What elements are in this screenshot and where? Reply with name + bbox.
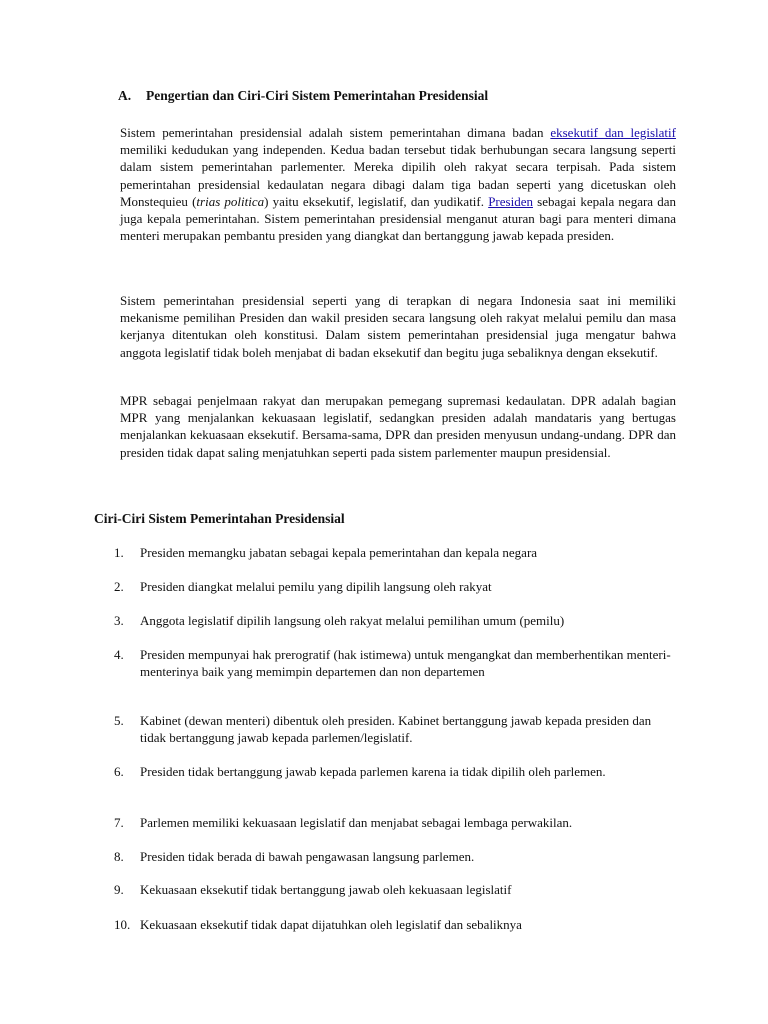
list-text: Presiden tidak berada di bawah pengawasan langsung parlemen. [140, 849, 475, 864]
list-number: 5. [114, 713, 124, 728]
list-number: 10. [114, 917, 131, 932]
link-eksekutif-legislatif[interactable]: eksekutif dan legislatif [550, 125, 676, 140]
list-item [114, 916, 674, 933]
list-number: 1. [114, 545, 124, 560]
list-text: Presiden mempunyai hak prerogratif (hak istimewa) untuk mengangkat dan memberhentikan menteri-menterinya baik yang memimpin departemen dan non departemen [140, 647, 671, 679]
list-item [114, 646, 674, 680]
list-item [114, 763, 674, 780]
list-text: Presiden memangku jabatan sebagai kepala pemerintahan dan kepala negara [140, 545, 538, 560]
list-text: Kabinet (dewan menteri) dibentuk oleh presiden. Kabinet bertanggung jawab kepada presiden dan tidak bertanggung jawab kepada parlemen/legislatif. [140, 713, 652, 745]
list-item [114, 612, 674, 629]
paragraph-definition [120, 124, 676, 244]
list-number: 8. [114, 849, 124, 864]
list-item [114, 578, 674, 595]
list-text: Kekuasaan eksekutif tidak dapat dijatuhkan oleh legislatif dan sebaliknya [140, 917, 522, 932]
list-number: 7. [114, 815, 124, 830]
list-item [114, 712, 674, 746]
section-a-letter: A. [118, 88, 132, 103]
section-a-title: Pengertian dan Ciri-Ciri Sistem Pemerintahan Presidensial [146, 88, 489, 103]
list-item [114, 881, 674, 898]
list-number: 4. [114, 647, 124, 662]
list-text: Presiden tidak bertanggung jawab kepada parlemen karena ia tidak dipilih oleh parlemen. [140, 764, 606, 779]
list-item [114, 814, 674, 831]
list-text: Kekuasaan eksekutif tidak bertanggung jawab oleh kekuasaan legislatif [140, 882, 512, 897]
list-item [114, 544, 674, 561]
paragraph-indonesia: Sistem pemerintahan presidensial seperti yang di terapkan di negara Indonesia saat ini memiliki mekanisme pemilihan Presiden dan wakil presiden secara langsung oleh rakyat melalui pemilu dan masa kerjanya ditentukan oleh konstitusi. Dalam sistem pemerintahan presidensial juga mengatur bahwa anggota legislatif tidak boleh menjabat di badan eksekutif dan begitu juga sebaliknya dengan eksekutif. [120, 293, 676, 360]
list-number: 2. [114, 579, 124, 594]
paragraph1-text-a: Sistem pemerintahan presidensial adalah sistem pemerintahan dimana badan [120, 125, 551, 140]
trias-politica-term: trias politica [196, 193, 265, 209]
list-number: 3. [114, 613, 124, 628]
list-text: Parlemen memiliki kekuasaan legislatif dan menjabat sebagai lembaga perwakilan. [140, 815, 573, 830]
section-b-heading: Ciri-Ciri Sistem Pemerintahan Presidensial [94, 511, 345, 526]
list-text: Anggota legislatif dipilih langsung oleh rakyat melalui pemilihan umum (pemilu) [140, 613, 565, 628]
list-number: 6. [114, 764, 124, 779]
paragraph-mpr: MPR sebagai penjelmaan rakyat dan merupakan pemegang supremasi kedaulatan. DPR adalah bagian MPR yang menjalankan kekuasaan legislatif, sedangkan presiden adalah mandataris yang bertugas menjalankan kekuasaan eksekutif. Bersama-sama, DPR dan presiden menyusun undang-undang. DPR dan presiden tidak dapat saling menjatuhkan seperti pada sistem parlementer maupun presidensial. [120, 393, 676, 460]
list-text: Presiden diangkat melalui pemilu yang dipilih langsung oleh rakyat [140, 579, 492, 594]
paragraph1-text-c: ) yaitu eksekutif, legislatif, dan yudikatif. [264, 193, 489, 209]
paragraph1-text-d: sebagai kepala negara dan juga kepala pemerintahan. Sistem pemerintahan presidensial menganut aturan bagi para menteri dimana menteri merupakan pembantu presiden yang diangkat dan bertanggung jawab kepada presiden. [120, 193, 677, 244]
list-number: 9. [114, 882, 124, 897]
paragraph1-text-b: memiliki kedudukan yang independen. Kedua badan tersebut tidak berhubungan secara langsung seperti dalam sistem pemerintahan parlementer. Mereka dipilih oleh rakyat secara terpisah. Pada sistem pemerintahan presidensial kedaulatan negara dibagi dalam tiga badan seperti yang dicetuskan oleh Monstequieu ( [120, 142, 676, 209]
link-presiden[interactable]: Presiden [488, 193, 533, 209]
section-a-heading [118, 88, 488, 104]
list-item [114, 848, 674, 865]
